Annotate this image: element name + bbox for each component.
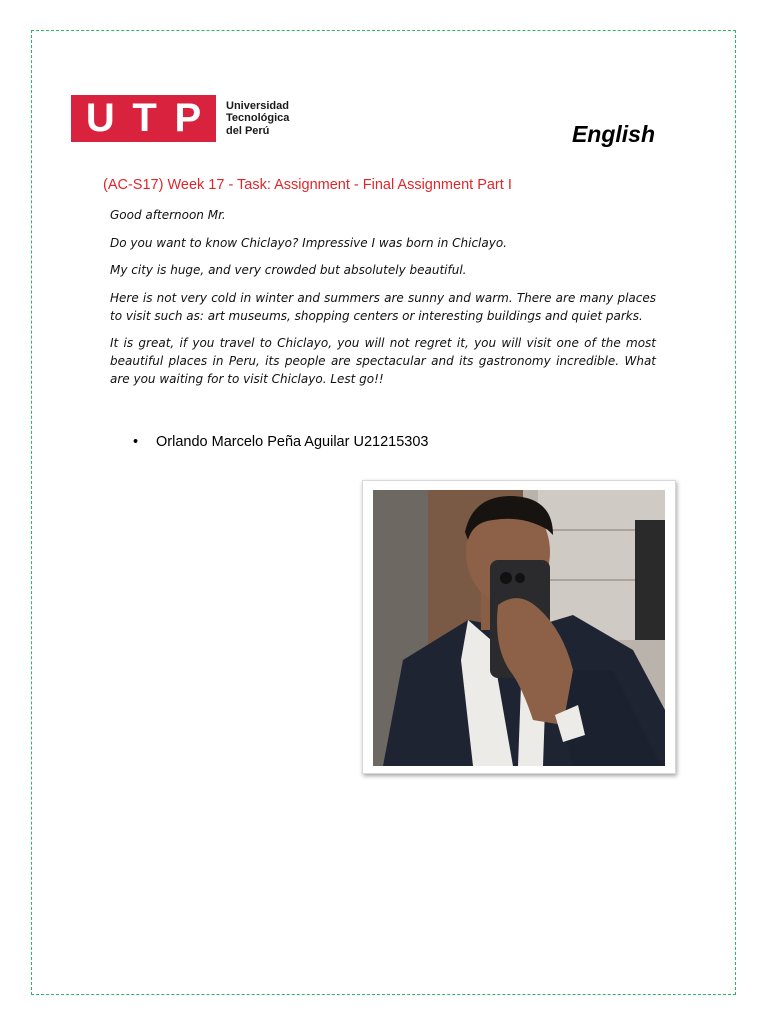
utp-logo — [71, 95, 289, 142]
logo-letter-p: P — [174, 96, 202, 140]
logo-text-line-1: Universidad — [226, 99, 289, 112]
logo-mark — [71, 95, 216, 142]
author-list-item — [133, 434, 428, 450]
subject-heading: English — [571, 121, 655, 147]
author-photo — [373, 490, 665, 766]
paragraph-intro: Do you want to know Chiclayo? Impressive I was born in Chiclayo. — [110, 235, 507, 250]
logo-letter-t: T — [132, 96, 157, 140]
paragraph-closing: It is great, if you travel to Chiclayo, you will not regret it, you will visit one of the most beautiful places in Peru, its people are spectacular and its gastronomy incredible. What are you waiting for to visit Chiclayo. Lest go!! — [110, 336, 656, 386]
task-title: (AC-S17) Week 17 - Task: Assignment - Final Assignment Part I — [103, 177, 512, 193]
logo-text-line-3: del Perú — [226, 124, 270, 137]
photo-frame — [362, 480, 676, 774]
paragraph-greeting: Good afternoon Mr. — [110, 208, 226, 222]
bullet-icon: • — [133, 434, 139, 450]
paragraph-climate: Here is not very cold in winter and summers are sunny and warm. There are many places to visit such as: art museums, shopping centers or interesting buildings and quiet parks. — [110, 290, 656, 323]
logo-text-line-2: Tecnológica — [226, 112, 290, 125]
letter-body — [110, 206, 656, 398]
paragraph-city: My city is huge, and very crowded but absolutely beautiful. — [110, 263, 467, 277]
logo-wordmark — [226, 100, 289, 138]
author-name: Orlando Marcelo Peña Aguilar U21215303 — [156, 434, 429, 450]
logo-letter-u: U — [85, 96, 115, 140]
